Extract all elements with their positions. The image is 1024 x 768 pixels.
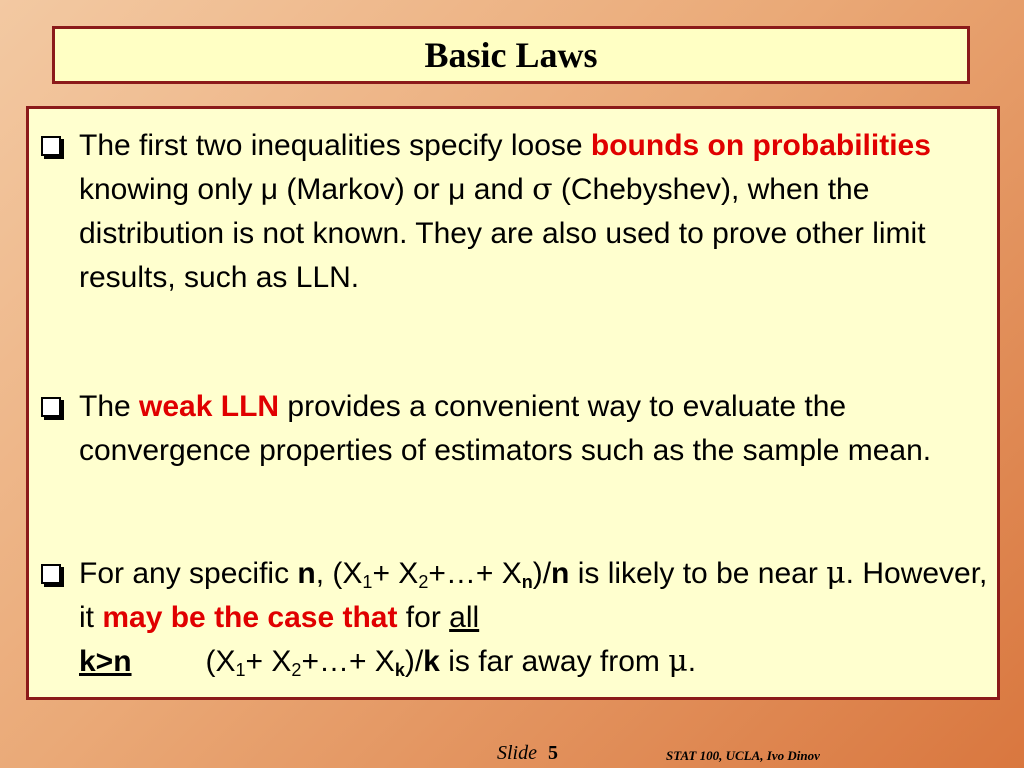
text: . However, it [79,557,988,634]
slide-label: Slide [497,742,537,764]
text: knowing only μ (Markov) or μ and [79,173,533,206]
checkbox-bullet-icon [41,564,61,584]
subscript: 1 [362,572,373,592]
text: is likely to be near [569,557,827,590]
highlight: bounds on probabilities [590,129,931,162]
course-label: STAT 100, UCLA, Ivo Dinov [666,748,820,763]
text: For any specific [79,557,298,590]
highlight: weak LLN [139,390,280,423]
text: )/ [532,557,552,590]
text: The [79,390,140,423]
subscript: n [521,572,533,592]
bullet-3-text [79,552,999,684]
highlight: may be the case that [102,601,398,634]
bullet-1 [41,124,999,300]
text: (X [205,645,236,678]
text: + X [372,557,419,590]
title-box [52,26,970,84]
slide-title: Basic Laws [424,35,598,75]
n-symbol: n [551,557,570,590]
bullet-1-text [79,124,999,300]
content-box [26,106,1000,700]
n-symbol: n [297,557,316,590]
bullet-2-text [79,385,999,473]
k-symbol: k [423,645,440,678]
underlined-all: all [449,601,480,634]
k-greater-n: k>n [79,645,132,678]
checkbox-bullet-icon [41,136,61,156]
subscript: 1 [235,660,246,680]
text: , (X [315,557,363,590]
text: + X [245,645,292,678]
text: (Chebyshev), when the distribution is not known. They are also used to prove other limit results, such as LLN. [79,173,926,294]
subscript: k [394,660,405,680]
mu-symbol: μ [668,644,688,679]
subscript: 2 [291,660,302,680]
checkbox-bullet-icon [41,397,61,417]
text: . [687,645,697,678]
slide-number: 5 [548,742,558,764]
text: provides a convenient way to evaluate the convergence properties of estimators such as the sample mean. [79,390,932,467]
mu-symbol: μ [826,556,846,591]
text: +…+ X [428,557,522,590]
text: +…+ X [301,645,395,678]
sigma-symbol: σ [532,172,553,207]
text: for [397,601,450,634]
text: The first two inequalities specify loose [79,129,591,162]
subscript: 2 [418,572,429,592]
bullet-3 [41,552,999,684]
bullet-2 [41,385,999,473]
text: )/ [404,645,424,678]
text: is far away from [439,645,669,678]
